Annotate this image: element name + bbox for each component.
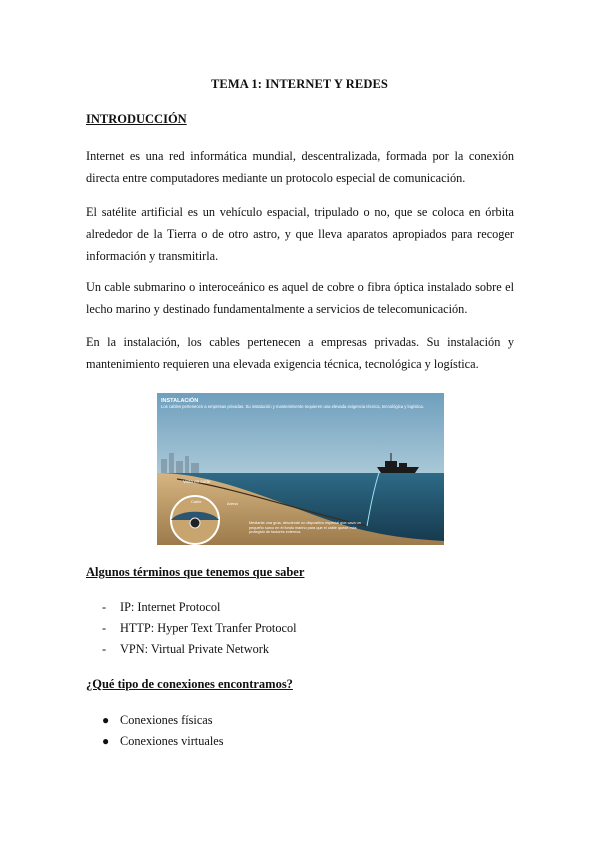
bullet-icon: ● bbox=[102, 734, 110, 748]
bullet-icon: ● bbox=[102, 713, 110, 727]
dash-icon: - bbox=[102, 600, 107, 614]
intro-heading: INTRODUCCIÓN bbox=[86, 112, 187, 126]
cable-installation-illustration bbox=[157, 393, 444, 545]
paragraph-submarine-cable: Un cable submarino o interoceánico es aquel de cobre o fibra óptica instalado sobre el lecho marino y destinado fundamentalmente a servicios de telecomunicación. bbox=[86, 280, 514, 316]
list-item: - HTTP: Hyper Text Tranfer Protocol bbox=[100, 618, 297, 639]
dash-icon: - bbox=[102, 621, 107, 635]
figure-sand-label: Arena bbox=[227, 501, 238, 506]
paragraph-internet: Internet es una red informática mundial, descentralizada, formada por la conexión directa entre computadores mediante un protocolo especial de comunicación. bbox=[86, 149, 514, 185]
paragraph-installation: En la instalación, los cables pertenecen a empresas privadas. Su instalación y mantenimiento requieren una elevada exigencia técnica, tecnológica y logística. bbox=[86, 335, 514, 371]
list-item: ● Conexiones físicas bbox=[100, 710, 223, 731]
terms-heading: Algunos términos que tenemos que saber bbox=[86, 565, 305, 579]
connections-list bbox=[100, 710, 223, 752]
figure-detail-label: Vista en corte bbox=[183, 479, 211, 484]
list-item: - VPN: Virtual Private Network bbox=[100, 639, 297, 660]
terms-list bbox=[100, 597, 297, 660]
figure-cable-label: Cable bbox=[191, 499, 202, 504]
dash-icon: - bbox=[102, 642, 107, 656]
document-title: TEMA 1: INTERNET Y REDES bbox=[211, 77, 388, 91]
list-item: ● Conexiones virtuales bbox=[100, 731, 223, 752]
list-item: - IP: Internet Protocol bbox=[100, 597, 297, 618]
figure-caption: Los cables pertenecen a empresas privadas. Su instalación y mantenimiento requieren una elevada exigencia técnica, tecnológica y logística. bbox=[161, 404, 425, 409]
paragraph-satellite: El satélite artificial es un vehículo espacial, tripulado o no, que se coloca en órbita alrededor de la Tierra o de otro astro, y que lleva aparatos apropiados para recoger información y transmitirla. bbox=[86, 205, 514, 263]
connections-heading: ¿Qué tipo de conexiones encontramos? bbox=[86, 677, 293, 691]
cable-installation-figure bbox=[157, 393, 444, 545]
figure-note: Mediante una grúa, desciende un dispositivo especial que cava un pequeño surco en el fondo marino para que el cable quede más protegido de factores externos. bbox=[249, 521, 361, 535]
figure-header: INSTALACIÓN bbox=[161, 398, 199, 404]
